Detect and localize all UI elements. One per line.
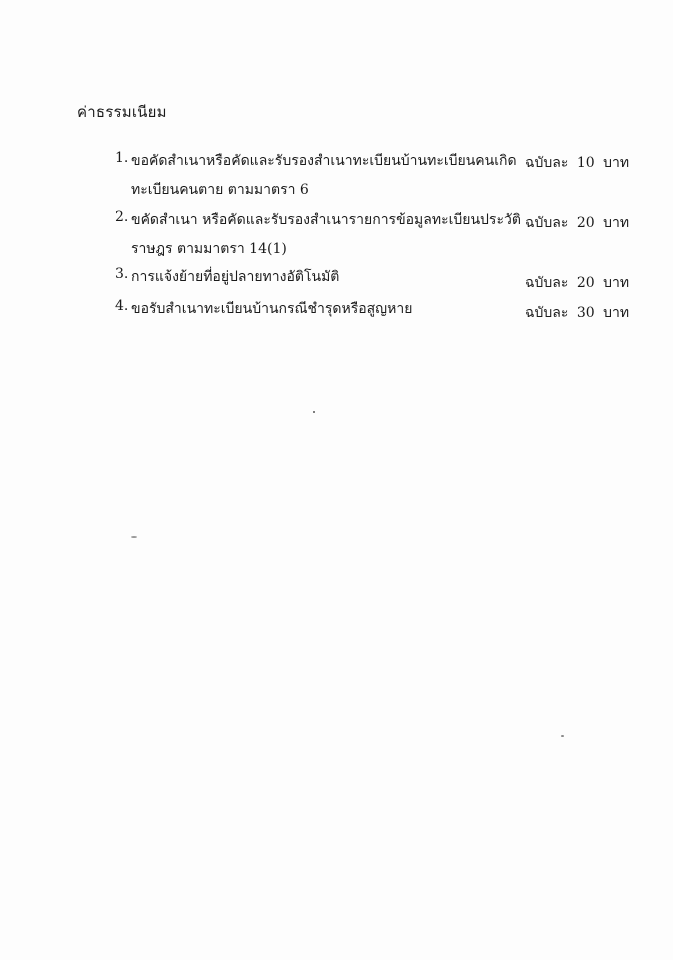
item-price: ฉบับละ 30 บาท	[525, 305, 630, 321]
item-number: 3.	[115, 266, 129, 282]
item-description-line: ขคัดสำเนา หรือคัดและรับรองสำเนารายการข้อมูลทะเบียนประวัติ	[131, 212, 521, 228]
item-price: ฉบับละ 20 บาท	[525, 275, 630, 291]
item-number: 1.	[115, 150, 129, 166]
item-description-line: ขอคัดสำเนาหรือคัดและรับรองสำเนาทะเบียนบ้านทะเบียนคนเกิด	[131, 153, 517, 169]
scan-speck	[561, 735, 564, 737]
item-price: ฉบับละ 10 บาท	[525, 155, 630, 171]
item-price: ฉบับละ 20 บาท	[525, 215, 630, 231]
item-number: 4.	[115, 298, 129, 314]
fee-heading: ค่าธรรมเนียม	[77, 103, 167, 121]
scan-speck	[131, 536, 137, 538]
item-description-line: ทะเบียนคนตาย ตามมาตรา 6	[131, 182, 309, 198]
item-description-line: การแจ้งย้ายที่อยู่ปลายทางอัติโนมัติ	[131, 269, 340, 285]
item-number: 2.	[115, 209, 129, 225]
item-description-line: ขอรับสำเนาทะเบียนบ้านกรณีชำรุดหรือสูญหาย	[131, 301, 413, 317]
item-description-line: ราษฎร ตามมาตรา 14(1)	[131, 241, 287, 257]
scan-speck	[313, 411, 315, 413]
